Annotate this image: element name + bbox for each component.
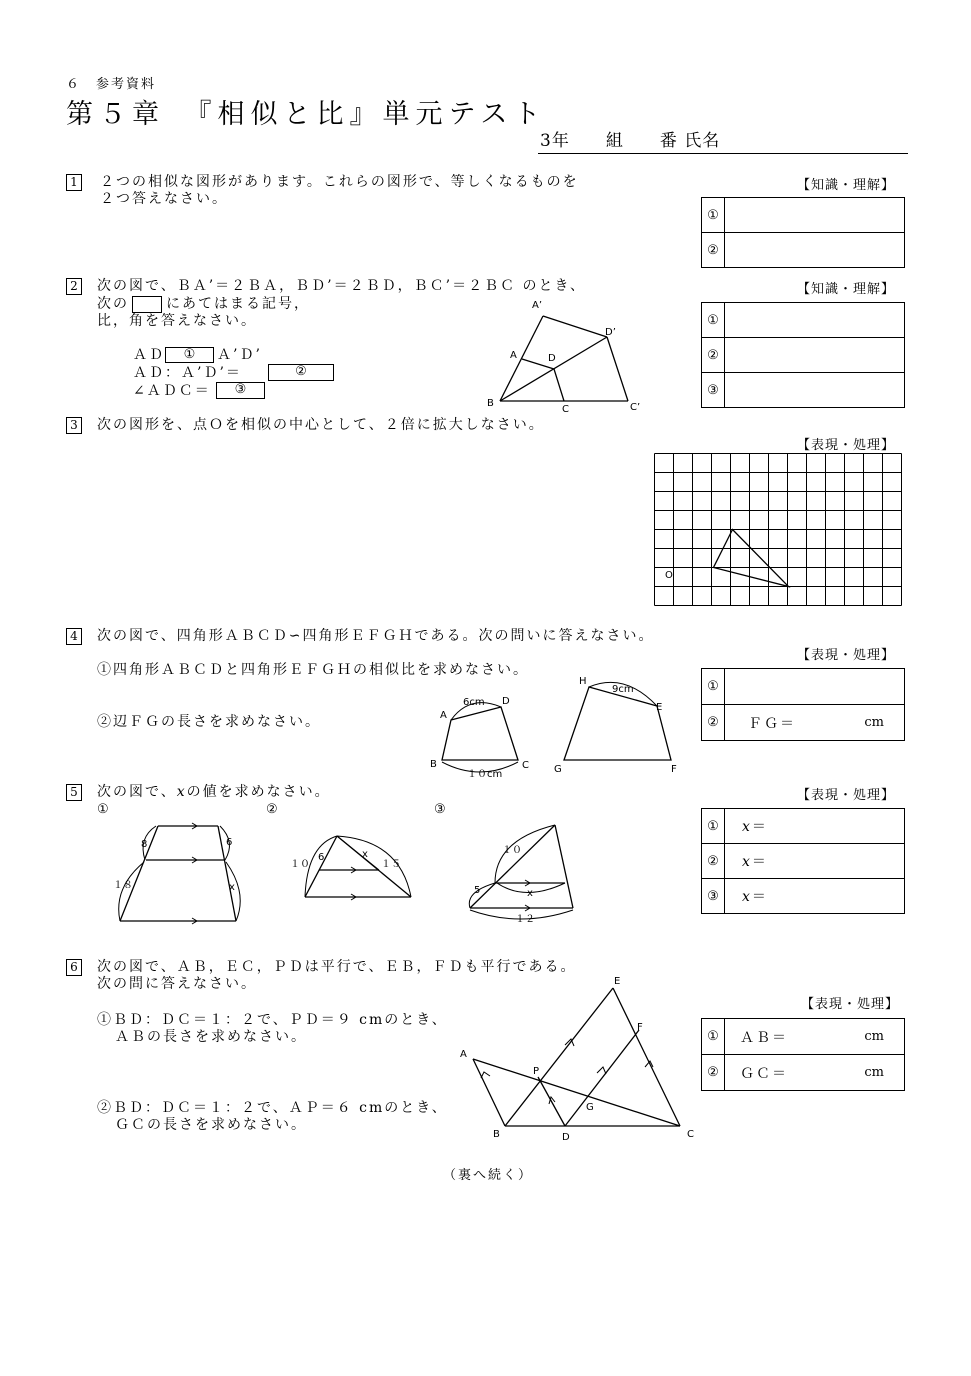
q6-label-C: C (687, 1129, 694, 1140)
answer-number: ② (702, 1055, 725, 1090)
q4-answer-row[interactable] (702, 704, 904, 740)
q5-figure-1 (108, 818, 248, 926)
answer-number: ① (702, 198, 725, 232)
q4-answer-row[interactable] (702, 669, 904, 704)
q3-category: 【表現・処理】 (797, 438, 896, 453)
q2-expr1-right: Ａ’Ｄ’ (217, 347, 262, 363)
q6-sub1-line2: ＡＢの長さを求めなさい。 (115, 1029, 307, 1045)
q6-answer-row[interactable] (702, 1019, 904, 1054)
q4-label-he: 9cm (612, 684, 634, 695)
q1-answer-row[interactable] (702, 232, 904, 267)
fig1-label-x: x (229, 882, 235, 893)
q4-figure (425, 672, 695, 784)
fig2-label-a: １０ (290, 859, 310, 870)
student-info-line: 3年 組 番 氏名 (540, 131, 721, 151)
q6-sub2-line1: ②ＢＤ：ＤＣ＝１：２で、ＡＰ＝６ cmのとき、 (97, 1100, 448, 1116)
fig2-label-x: x (362, 849, 368, 860)
q2-expr3-left: ∠ＡＤＣ＝ (133, 383, 211, 399)
answer-number: ③ (702, 373, 725, 407)
label-A-prime: A’ (532, 300, 543, 311)
q3-text: 次の図形を、点Ｏを相似の中心として、２倍に拡大しなさい。 (97, 417, 545, 433)
q5-answer-row[interactable] (702, 878, 904, 913)
q4-label-E: E (656, 702, 663, 713)
label-D: D (548, 353, 556, 364)
label-C: C (562, 404, 569, 415)
q4-label-C: C (522, 760, 529, 771)
q6-text-line1: 次の図で、ＡＢ，ＥＣ，ＰＤは平行で、ＥＢ，ＦＤも平行である。 (97, 959, 577, 975)
label-B: B (487, 398, 494, 409)
fig3-label-x: x (527, 888, 533, 899)
answer-prefix: ＦＧ＝ (748, 715, 796, 732)
q2-text-line1: 次の図で、ＢＡ’＝２ＢＡ，ＢＤ’＝２ＢＤ，ＢＣ’＝２ＢＣ のとき、 (97, 278, 586, 294)
q6-sub1-line1: ①ＢＤ：ＤＣ＝１：２で、ＰＤ＝９ cmのとき、 (97, 1012, 448, 1028)
q2-expr2-left: ＡＤ：Ａ’Ｄ’＝ (133, 365, 242, 381)
question-number-3: 3 (66, 417, 82, 434)
q6-label-P: P (533, 1066, 540, 1077)
reference-label: ６ 参考資料 (66, 77, 157, 92)
q4-answer-table (701, 668, 905, 741)
q6-label-B: B (493, 1129, 500, 1140)
q5-answer-table (701, 808, 905, 914)
q4-label-bc: １０cm (467, 769, 503, 780)
point-O-label: O (665, 570, 673, 581)
q2-text-line3: 比，角を答えなさい。 (97, 313, 257, 329)
answer-prefix: 𝑥＝ (742, 854, 768, 870)
q6-label-D: D (562, 1132, 570, 1143)
q2-answer-row[interactable] (702, 303, 904, 337)
answer-number: ② (702, 338, 725, 372)
q4-sub1: ①四角形ＡＢＣＤと四角形ＥＦＧＨの相似比を求めなさい。 (97, 662, 529, 678)
answer-prefix: 𝑥＝ (742, 889, 768, 905)
q6-figure (455, 975, 700, 1145)
q6-label-F: F (637, 1022, 643, 1033)
answer-prefix: ＧＣ＝ (740, 1065, 788, 1082)
q4-category: 【表現・処理】 (797, 648, 896, 663)
name-underline (538, 153, 908, 154)
answer-unit: cm (864, 715, 884, 730)
label-C-prime: C’ (630, 402, 641, 413)
q2-text-line2a: 次の (97, 296, 129, 312)
q3-grid-figure (654, 453, 904, 607)
q2-expr1-left: ＡＤ (133, 347, 165, 363)
answer-number: ③ (702, 879, 725, 913)
q2-text-line2b: にあてはまる記号， (166, 296, 310, 312)
q1-text-line2: ２つ答えなさい。 (100, 191, 228, 207)
q4-label-G: G (554, 764, 562, 775)
q2-blank-box (132, 296, 162, 313)
q2-answer-table (701, 302, 905, 408)
fig1-label-b: 6 (226, 837, 233, 848)
q1-text-line1: ２つの相似な図形があります。これらの図形で、等しくなるものを (100, 174, 579, 190)
question-number-2: 2 (66, 278, 82, 295)
q5-answer-row[interactable] (702, 809, 904, 843)
answer-number: ① (702, 669, 725, 704)
q6-answer-row[interactable] (702, 1054, 904, 1090)
q6-label-G: G (586, 1102, 594, 1113)
answer-number: ① (702, 303, 725, 337)
q6-label-E: E (614, 976, 621, 987)
answer-unit: cm (864, 1029, 884, 1044)
q1-answer-row[interactable] (702, 198, 904, 232)
q1-category: 【知識・理解】 (797, 178, 896, 193)
q5-label-2: ② (266, 802, 280, 817)
q2-answer-row[interactable] (702, 372, 904, 407)
q2-figure (480, 295, 660, 415)
q6-label-A: A (460, 1049, 467, 1060)
q2-blank-1[interactable]: ① (165, 347, 214, 363)
fig1-label-a: 8 (141, 839, 148, 850)
fig3-label-b: 5 (474, 885, 481, 896)
q4-label-A: A (440, 710, 447, 721)
fig1-label-c: １８ (113, 880, 133, 891)
q6-sub2-line2: ＧＣの長さを求めなさい。 (115, 1117, 307, 1133)
q6-answer-table (701, 1018, 905, 1091)
fig3-label-c: １２ (515, 914, 535, 925)
label-D-prime: D’ (605, 327, 616, 338)
q2-blank-3[interactable]: ③ (216, 382, 265, 399)
question-number-6: 6 (66, 959, 82, 976)
q2-answer-row[interactable] (702, 337, 904, 372)
q5-category: 【表現・処理】 (797, 788, 896, 803)
answer-number: ① (702, 809, 725, 843)
q4-text: 次の図で、四角形ＡＢＣＤ∽四角形ＥＦＧＨである。次の問いに答えなさい。 (97, 628, 655, 644)
answer-prefix: 𝑥＝ (742, 819, 768, 835)
page-title: 第５章 『相似と比』単元テスト (66, 99, 547, 130)
q4-label-F: F (671, 764, 677, 775)
q5-label-3: ③ (434, 802, 448, 817)
q6-text-line2: 次の問に答えなさい。 (97, 976, 257, 992)
q4-sub2: ②辺ＦＧの長さを求めなさい。 (97, 714, 321, 730)
q5-answer-row[interactable] (702, 843, 904, 878)
question-number-4: 4 (66, 628, 82, 645)
answer-unit: cm (864, 1065, 884, 1080)
label-A: A (510, 350, 517, 361)
answer-number: ② (702, 233, 725, 267)
fig2-label-b: 6 (318, 852, 325, 863)
answer-prefix: ＡＢ＝ (740, 1029, 788, 1046)
question-number-1: 1 (66, 174, 82, 191)
q4-label-H: H (579, 676, 587, 687)
fig3-label-a: １０ (502, 845, 522, 856)
q4-label-ad: 6cm (463, 697, 485, 708)
q2-blank-2[interactable]: ② (268, 364, 334, 381)
q5-label-1: ① (97, 802, 111, 817)
answer-number: ② (702, 844, 725, 878)
q4-label-B: B (430, 759, 437, 770)
q5-figure-2 (285, 830, 425, 905)
q5-text: 次の図で、𝑥の値を求めなさい。 (97, 784, 331, 800)
fig2-label-c: １５ (381, 859, 401, 870)
q5-figure-3 (465, 820, 585, 926)
q2-category: 【知識・理解】 (797, 282, 896, 297)
q4-label-D: D (502, 696, 510, 707)
page-footer: （裏へ続く） (443, 1168, 534, 1183)
q6-category: 【表現・処理】 (801, 997, 900, 1012)
answer-number: ② (702, 705, 725, 740)
question-number-5: 5 (66, 784, 82, 801)
q1-answer-table (701, 197, 905, 268)
answer-number: ① (702, 1019, 725, 1054)
